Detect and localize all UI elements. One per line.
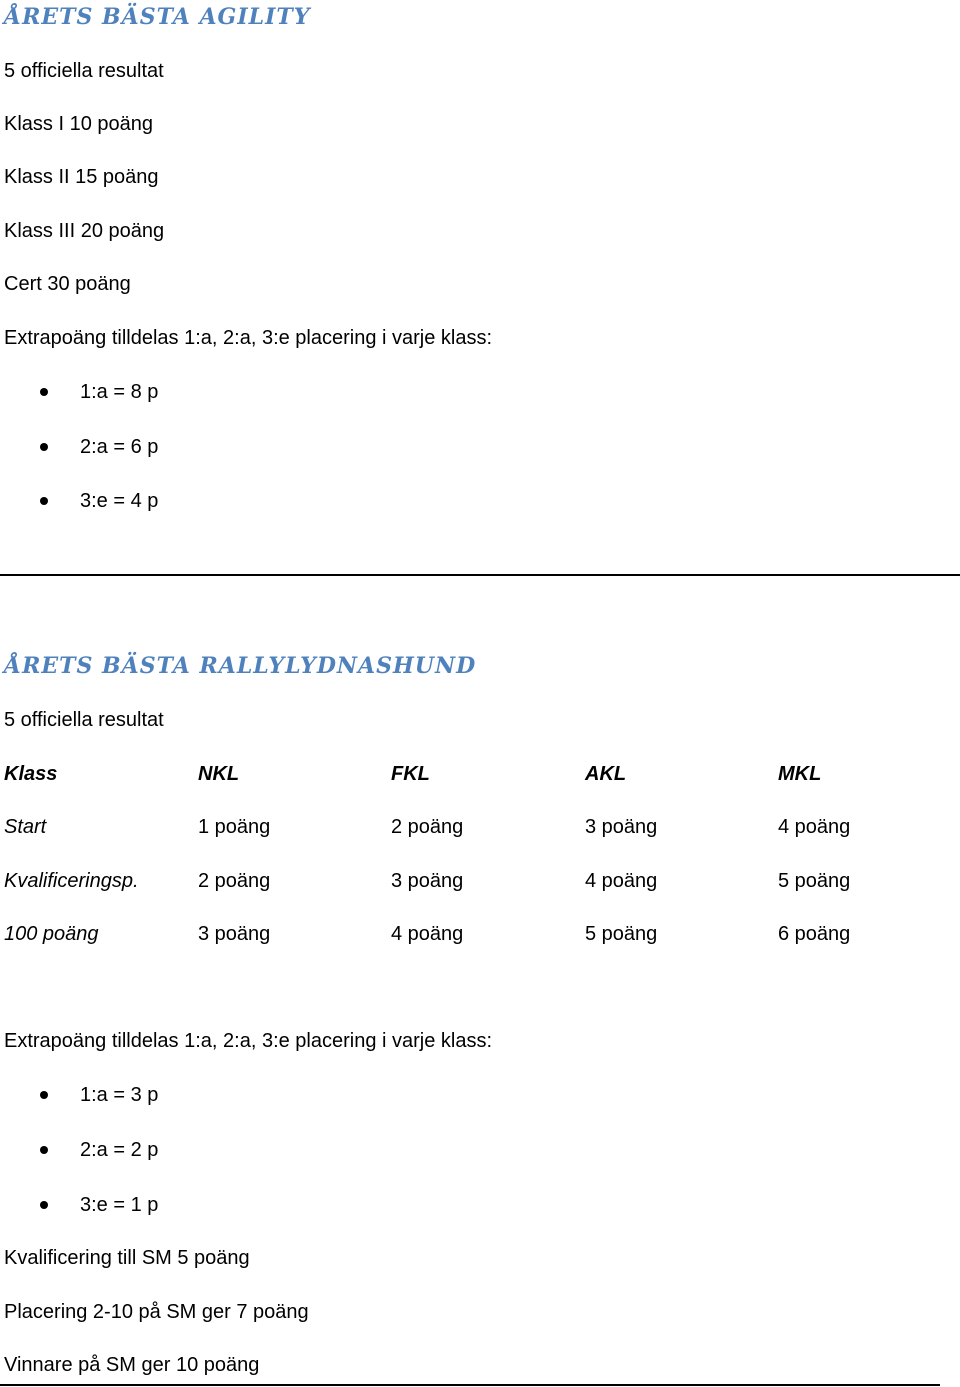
table-cell: 5 poäng: [778, 870, 851, 892]
bullet-text: 2:a = 2 p: [80, 1139, 159, 1161]
rally-official-results: 5 officiella resultat: [4, 709, 164, 731]
rally-bullet-item: [40, 1138, 158, 1162]
table-cell: 2 poäng: [391, 816, 464, 838]
rally-heading: ÅRETS BÄSTA RALLYLYDNASHUND: [4, 653, 477, 679]
rally-extra-points: Extrapoäng tilldelas 1:a, 2:a, 3:e placering i varje klass:: [4, 1030, 493, 1052]
bullet-text: 1:a = 8 p: [80, 381, 159, 403]
section-divider: [0, 574, 960, 576]
rally-bullet-item: [40, 1193, 158, 1217]
bullet-text: 1:a = 3 p: [80, 1084, 159, 1106]
agility-klass-2: Klass II 15 poäng: [4, 166, 159, 188]
table-header-cell: FKL: [391, 763, 430, 785]
table-row-label: 100 poäng: [4, 923, 99, 945]
table-header-cell: Klass: [4, 763, 58, 785]
agility-bullet-item: [40, 435, 158, 459]
table-row: [4, 869, 904, 893]
table-header-cell: MKL: [778, 763, 822, 785]
table-header-cell: NKL: [198, 763, 240, 785]
agility-klass-1: Klass I 10 poäng: [4, 113, 153, 135]
bullet-icon: [40, 497, 48, 505]
agility-extra-points: Extrapoäng tilldelas 1:a, 2:a, 3:e placering i varje klass:: [4, 327, 493, 349]
table-row-label: Kvalificeringsp.: [4, 870, 139, 892]
bullet-text: 3:e = 1 p: [80, 1194, 159, 1216]
bullet-icon: [40, 1091, 48, 1099]
sm-winner: Vinnare på SM ger 10 poäng: [4, 1354, 260, 1376]
bullet-text: 2:a = 6 p: [80, 436, 159, 458]
table-cell: 2 poäng: [198, 870, 271, 892]
rally-bullet-item: [40, 1083, 158, 1107]
table-cell: 3 poäng: [198, 923, 271, 945]
bullet-icon: [40, 388, 48, 396]
agility-official-results: 5 officiella resultat: [4, 60, 164, 82]
table-cell: 5 poäng: [585, 923, 658, 945]
table-row: [4, 922, 904, 946]
bullet-text: 3:e = 4 p: [80, 490, 159, 512]
agility-bullet-item: [40, 489, 158, 513]
table-cell: 4 poäng: [391, 923, 464, 945]
bullet-icon: [40, 443, 48, 451]
table-cell: 6 poäng: [778, 923, 851, 945]
sm-placement: Placering 2-10 på SM ger 7 poäng: [4, 1301, 309, 1323]
agility-klass-3: Klass III 20 poäng: [4, 220, 165, 242]
table-cell: 4 poäng: [778, 816, 851, 838]
agility-bullet-item: [40, 380, 158, 404]
sm-qualification: Kvalificering till SM 5 poäng: [4, 1247, 250, 1269]
table-cell: 3 poäng: [585, 816, 658, 838]
bottom-divider: [0, 1384, 940, 1386]
table-cell: 1 poäng: [198, 816, 271, 838]
table-cell: 3 poäng: [391, 870, 464, 892]
points-table-header: [4, 762, 904, 786]
table-row-label: Start: [4, 816, 47, 838]
table-header-cell: AKL: [585, 763, 627, 785]
table-row: [4, 815, 904, 839]
bullet-icon: [40, 1201, 48, 1209]
agility-heading: ÅRETS BÄSTA AGILITY: [4, 4, 311, 30]
table-cell: 4 poäng: [585, 870, 658, 892]
bullet-icon: [40, 1146, 48, 1154]
agility-cert: Cert 30 poäng: [4, 273, 131, 295]
